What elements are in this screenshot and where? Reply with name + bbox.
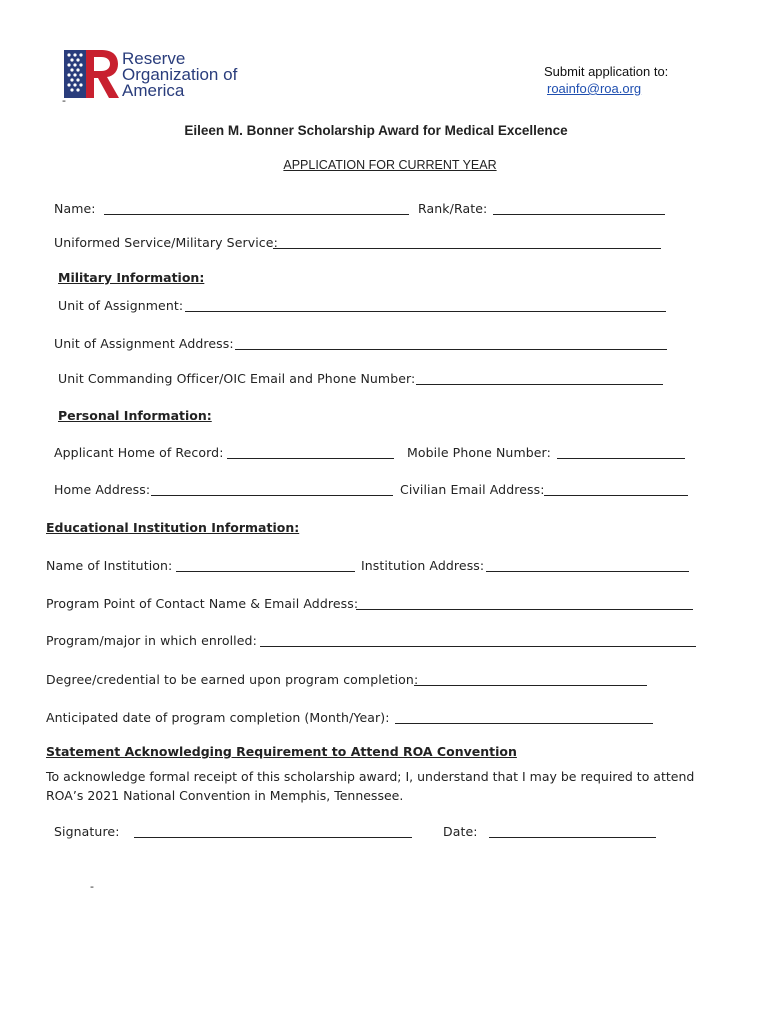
anticipated-date-field[interactable]: [395, 723, 653, 724]
unit-address-label: Unit of Assignment Address:: [54, 336, 234, 351]
personal-heading: Personal Information:: [58, 408, 212, 423]
home-record-label: Applicant Home of Record:: [54, 445, 224, 460]
rank-field[interactable]: [493, 214, 665, 215]
degree-label: Degree/credential to be earned upon program completion:: [46, 672, 419, 687]
signature-field[interactable]: [134, 837, 412, 838]
signature-label: Signature:: [54, 824, 120, 839]
name-field[interactable]: [104, 214, 409, 215]
commanding-officer-field[interactable]: [416, 384, 663, 385]
unit-address-field[interactable]: [235, 349, 667, 350]
rank-label: Rank/Rate:: [418, 201, 488, 216]
form-subtitle: APPLICATION FOR CURRENT YEAR: [283, 158, 497, 172]
service-label: Uniformed Service/Military Service:: [54, 235, 278, 250]
degree-field[interactable]: [414, 685, 647, 686]
statement-heading: Statement Acknowledging Requirement to Attend ROA Convention: [46, 744, 517, 759]
statement-text: To acknowledge formal receipt of this scholarship award; I, understand that I may be required to attend ROA’s 2021 National Convention in Memphis, Tennessee.: [46, 769, 695, 803]
program-major-field[interactable]: [260, 646, 696, 647]
home-record-field[interactable]: [227, 458, 394, 459]
submit-email-link[interactable]: roainfo@roa.org: [547, 81, 642, 96]
civilian-email-label: Civilian Email Address:: [400, 482, 545, 497]
submit-label: Submit application to:: [544, 64, 669, 79]
name-label: Name:: [54, 201, 96, 216]
civilian-email-field[interactable]: [544, 495, 688, 496]
education-heading: Educational Institution Information:: [46, 520, 300, 535]
logo-text-line3: America: [122, 81, 185, 100]
logo-text-line1: Reserve: [122, 49, 186, 68]
institution-name-field[interactable]: [176, 571, 355, 572]
anticipated-date-label: Anticipated date of program completion (Month/Year):: [46, 710, 390, 725]
unit-label: Unit of Assignment:: [58, 298, 184, 313]
mobile-phone-field[interactable]: [557, 458, 685, 459]
form-title: Eileen M. Bonner Scholarship Award for Medical Excellence: [184, 123, 568, 138]
institution-address-field[interactable]: [486, 571, 689, 572]
program-contact-label: Program Point of Contact Name & Email Address:: [46, 596, 359, 611]
institution-name-label: Name of Institution:: [46, 558, 173, 573]
institution-address-label: Institution Address:: [361, 558, 485, 573]
program-contact-field[interactable]: [356, 609, 693, 610]
military-heading: Military Information:: [58, 270, 205, 285]
header-dash-mark: -: [62, 94, 66, 107]
date-label: Date:: [443, 824, 478, 839]
roa-flag-r-icon: [64, 50, 120, 100]
mobile-phone-label: Mobile Phone Number:: [407, 445, 551, 460]
service-field[interactable]: [273, 248, 661, 249]
logo-text-line2: Organization of: [122, 65, 238, 84]
program-major-label: Program/major in which enrolled:: [46, 633, 257, 648]
commanding-officer-label: Unit Commanding Officer/OIC Email and Phone Number:: [58, 371, 416, 386]
unit-field[interactable]: [185, 311, 666, 312]
footer-dash-mark: -: [90, 880, 94, 893]
date-field[interactable]: [489, 837, 656, 838]
home-address-label: Home Address:: [54, 482, 151, 497]
home-address-field[interactable]: [151, 495, 393, 496]
